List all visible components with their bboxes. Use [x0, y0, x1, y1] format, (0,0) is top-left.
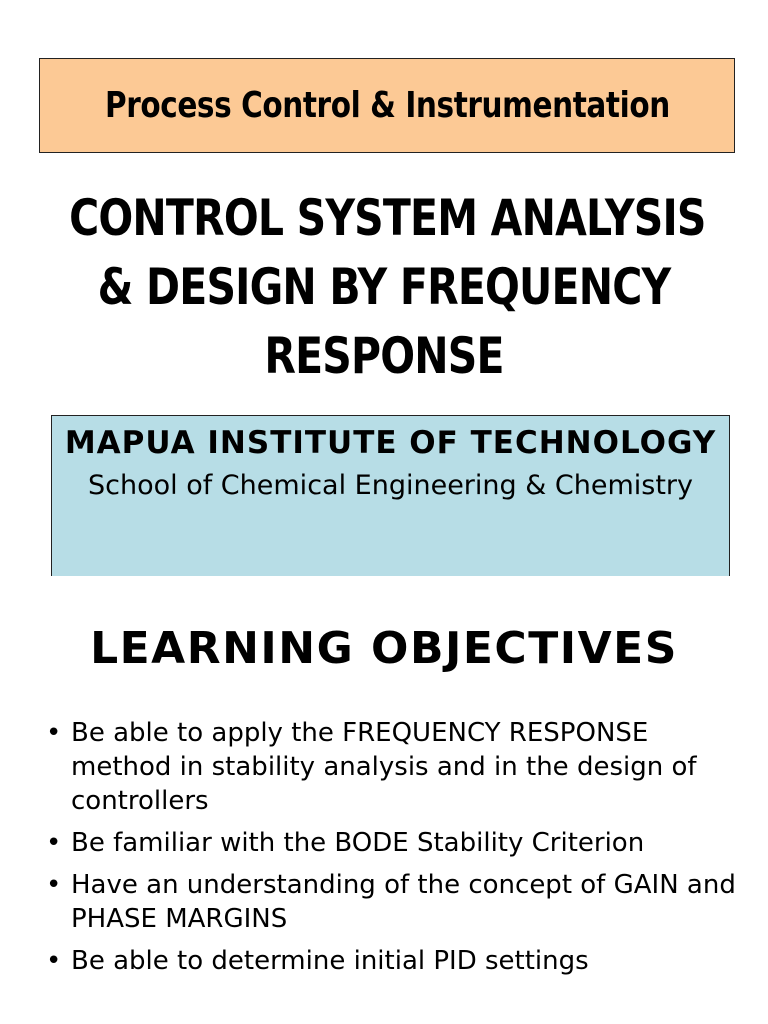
main-title-line-2: & DESIGN BY FREQUENCY [97, 258, 671, 316]
main-title [0, 184, 768, 391]
objectives-heading: LEARNING OBJECTIVES [90, 623, 678, 674]
main-title-line-1: CONTROL SYSTEM ANALYSIS [69, 189, 706, 247]
objective-text: Be familiar with the BODE Stability Criterion [71, 828, 645, 858]
course-banner [39, 58, 735, 153]
institute-box [51, 415, 730, 576]
objective-text: Have an understanding of the concept of GAIN and PHASE MARGINS [71, 870, 736, 934]
objective-item [46, 868, 746, 936]
objective-item [46, 826, 746, 860]
bullet-icon: • [46, 870, 62, 900]
objective-text: Be able to determine initial PID settings [71, 946, 589, 976]
bullet-icon: • [46, 718, 62, 748]
objective-item [46, 944, 746, 978]
institute-name: MAPUA INSTITUTE OF TECHNOLOGY [64, 425, 717, 461]
course-title: Process Control & Instrumentation [104, 85, 670, 126]
objective-text: Be able to apply the FREQUENCY RESPONSE method in stability analysis and in the design of controllers [71, 718, 697, 816]
bullet-icon: • [46, 828, 62, 858]
objective-item [46, 716, 746, 818]
objectives-list [46, 716, 746, 986]
main-title-line-3: RESPONSE [264, 327, 504, 385]
institute-department: School of Chemical Engineering & Chemistry [87, 470, 693, 501]
bullet-icon: • [46, 946, 62, 976]
